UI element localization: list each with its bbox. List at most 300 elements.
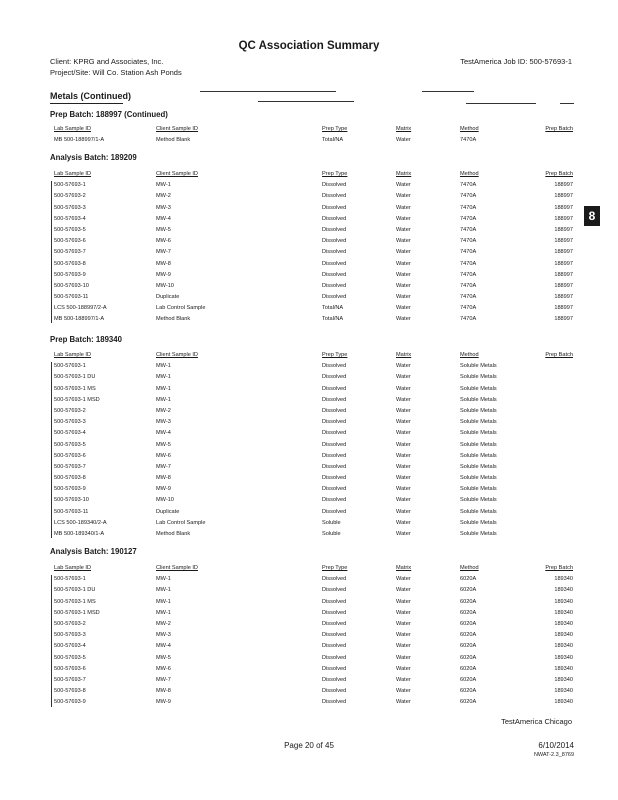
cell-prep-type: Dissolved bbox=[322, 463, 347, 470]
column-header-prep-batch: Prep Batch bbox=[545, 565, 573, 571]
cell-lab-sample-id: 500-57693-8 bbox=[54, 260, 86, 267]
table-row bbox=[52, 428, 573, 439]
cell-matrix: Water bbox=[396, 598, 411, 605]
cell-matrix: Water bbox=[396, 632, 411, 639]
table-row bbox=[52, 303, 573, 314]
column-header-prep-type: Prep Type bbox=[322, 171, 348, 177]
cell-prep-batch: 188997 bbox=[554, 271, 573, 278]
cell-client-sample-id: MW-6 bbox=[156, 665, 171, 672]
cell-client-sample-id: MW-1 bbox=[156, 374, 171, 381]
cell-lab-sample-id: 500-57693-7 bbox=[54, 463, 86, 470]
cell-prep-batch: 189340 bbox=[554, 632, 573, 639]
cell-matrix: Water bbox=[396, 215, 411, 222]
header-divider bbox=[258, 101, 354, 102]
cell-client-sample-id: MW-3 bbox=[156, 632, 171, 639]
cell-client-sample-id: Method Blank bbox=[156, 531, 191, 537]
cell-prep-batch: 188997 bbox=[554, 249, 573, 256]
cell-method: Soluble Metals bbox=[460, 374, 497, 381]
table-row bbox=[52, 641, 573, 652]
cell-method: Soluble Metals bbox=[460, 486, 497, 493]
column-header-lab-sample-id: Lab Sample ID bbox=[54, 565, 92, 571]
cell-lab-sample-id: 500-57693-3 bbox=[54, 204, 86, 211]
table-row bbox=[52, 619, 573, 630]
cell-method: 6020A bbox=[460, 587, 477, 594]
cell-method: 7470A bbox=[460, 316, 477, 323]
cell-lab-sample-id: 500-57693-6 bbox=[54, 452, 86, 459]
header-divider bbox=[422, 91, 474, 92]
cell-matrix: Water bbox=[396, 643, 411, 650]
cell-prep-batch: 188997 bbox=[554, 238, 573, 245]
cell-method: Soluble Metals bbox=[460, 463, 497, 470]
cell-prep-type: Dissolved bbox=[322, 282, 347, 289]
cell-client-sample-id: MW-2 bbox=[156, 193, 171, 200]
cell-method: Soluble Metals bbox=[460, 497, 497, 504]
cell-method: Soluble Metals bbox=[460, 531, 497, 537]
cell-prep-type: Dissolved bbox=[322, 238, 347, 245]
cell-method: Soluble Metals bbox=[460, 363, 497, 370]
cell-lab-sample-id: MB 500-188997/1-A bbox=[54, 316, 105, 323]
cell-prep-type: Total/NA bbox=[322, 305, 344, 312]
table-row bbox=[52, 236, 573, 247]
table-row bbox=[52, 495, 573, 506]
row-bracket bbox=[51, 362, 52, 538]
cell-client-sample-id: MW-1 bbox=[156, 363, 171, 370]
client-name: Client: KPRG and Associates, Inc. bbox=[50, 57, 164, 66]
section-tab: 8 bbox=[584, 206, 600, 226]
cell-matrix: Water bbox=[396, 363, 411, 370]
cell-prep-type: Dissolved bbox=[322, 226, 347, 233]
cell-client-sample-id: MW-6 bbox=[156, 452, 171, 459]
table-row bbox=[52, 518, 573, 529]
cell-prep-type: Dissolved bbox=[322, 363, 347, 370]
cell-method: 6020A bbox=[460, 643, 477, 650]
cell-prep-batch: 188997 bbox=[554, 294, 573, 301]
cell-matrix: Water bbox=[396, 238, 411, 245]
column-header-client-sample-id: Client Sample ID bbox=[156, 171, 198, 177]
cell-matrix: Water bbox=[396, 282, 411, 289]
cell-lab-sample-id: 500-57693-3 bbox=[54, 419, 86, 426]
cell-prep-type: Dissolved bbox=[322, 688, 347, 695]
cell-client-sample-id: Method Blank bbox=[156, 316, 191, 323]
cell-matrix: Water bbox=[396, 226, 411, 233]
cell-lab-sample-id: 500-57693-4 bbox=[54, 215, 86, 222]
cell-prep-type: Dissolved bbox=[322, 452, 347, 459]
table-row bbox=[52, 440, 573, 451]
cell-lab-sample-id: 500-57693-7 bbox=[54, 249, 86, 256]
cell-lab-sample-id: 500-57693-1 MSD bbox=[54, 609, 100, 616]
cell-lab-sample-id: 500-57693-5 bbox=[54, 441, 86, 448]
cell-matrix: Water bbox=[396, 475, 411, 482]
cell-prep-batch: 189340 bbox=[554, 620, 573, 627]
cell-method: 6020A bbox=[460, 609, 477, 616]
cell-prep-batch: 188997 bbox=[554, 305, 573, 312]
table-row bbox=[52, 675, 573, 686]
table-row bbox=[52, 417, 573, 428]
cell-method: 7470A bbox=[460, 271, 477, 278]
cell-prep-batch: 188997 bbox=[554, 260, 573, 267]
cell-client-sample-id: MW-1 bbox=[156, 396, 171, 403]
cell-client-sample-id: MW-2 bbox=[156, 620, 171, 627]
cell-lab-sample-id: 500-57693-2 bbox=[54, 407, 86, 414]
table-row bbox=[52, 585, 573, 596]
cell-prep-type: Dissolved bbox=[322, 654, 347, 661]
table-row bbox=[52, 608, 573, 619]
cell-prep-type: Dissolved bbox=[322, 419, 347, 426]
cell-method: 7470A bbox=[460, 305, 477, 312]
cell-matrix: Water bbox=[396, 316, 411, 323]
cell-prep-type: Dissolved bbox=[322, 609, 347, 616]
cell-client-sample-id: MW-7 bbox=[156, 463, 171, 470]
cell-prep-type: Dissolved bbox=[322, 193, 347, 200]
cell-method: 7470A bbox=[460, 204, 477, 211]
cell-lab-sample-id: 500-57693-4 bbox=[54, 430, 86, 437]
cell-prep-type: Dissolved bbox=[322, 665, 347, 672]
cell-client-sample-id: Duplicate bbox=[156, 294, 180, 301]
cell-lab-sample-id: 500-57693-3 bbox=[54, 632, 86, 639]
column-header-prep-type: Prep Type bbox=[322, 565, 348, 571]
table-row bbox=[52, 697, 573, 708]
table-row bbox=[52, 180, 573, 191]
cell-matrix: Water bbox=[396, 576, 411, 583]
block-title: Analysis Batch: 190127 bbox=[50, 547, 137, 556]
cell-method: 7470A bbox=[460, 282, 477, 289]
cell-lab-sample-id: 500-57693-5 bbox=[54, 226, 86, 233]
cell-method: 7470A bbox=[460, 182, 477, 189]
cell-method: 6020A bbox=[460, 688, 477, 695]
cell-method: Soluble Metals bbox=[460, 508, 497, 515]
column-header-matrix: Matrix bbox=[396, 352, 412, 358]
cell-prep-batch: 189340 bbox=[554, 699, 573, 706]
cell-matrix: Water bbox=[396, 676, 411, 683]
table-row bbox=[52, 406, 573, 417]
cell-prep-type: Soluble bbox=[322, 531, 341, 537]
cell-prep-type: Dissolved bbox=[322, 374, 347, 381]
column-header-lab-sample-id: Lab Sample ID bbox=[54, 352, 92, 358]
cell-prep-type: Dissolved bbox=[322, 385, 347, 392]
cell-lab-sample-id: 500-57693-1 MS bbox=[54, 385, 96, 392]
cell-client-sample-id: MW-4 bbox=[156, 215, 171, 222]
cell-method: Soluble Metals bbox=[460, 519, 497, 526]
column-header-client-sample-id: Client Sample ID bbox=[156, 352, 198, 358]
cell-prep-batch: 188997 bbox=[554, 282, 573, 289]
cell-matrix: Water bbox=[396, 508, 411, 515]
cell-matrix: Water bbox=[396, 271, 411, 278]
column-header-prep-type: Prep Type bbox=[322, 126, 348, 132]
column-header-method: Method bbox=[460, 126, 479, 132]
column-header-client-sample-id: Client Sample ID bbox=[156, 126, 198, 132]
cell-prep-type: Total/NA bbox=[322, 137, 344, 144]
cell-method: 7470A bbox=[460, 193, 477, 200]
cell-method: Soluble Metals bbox=[460, 396, 497, 403]
cell-prep-type: Dissolved bbox=[322, 699, 347, 706]
table-header bbox=[52, 563, 573, 574]
cell-prep-type: Dissolved bbox=[322, 598, 347, 605]
cell-prep-type: Dissolved bbox=[322, 441, 347, 448]
cell-prep-type: Dissolved bbox=[322, 249, 347, 256]
footer-lab-name: TestAmerica Chicago bbox=[501, 717, 572, 726]
cell-prep-type: Dissolved bbox=[322, 182, 347, 189]
cell-client-sample-id: Method Blank bbox=[156, 137, 191, 144]
cell-method: Soluble Metals bbox=[460, 385, 497, 392]
cell-matrix: Water bbox=[396, 609, 411, 616]
cell-matrix: Water bbox=[396, 137, 411, 144]
table-row bbox=[52, 653, 573, 664]
column-header-method: Method bbox=[460, 171, 479, 177]
cell-lab-sample-id: LCS 500-188997/2-A bbox=[54, 305, 107, 312]
cell-lab-sample-id: 500-57693-1 bbox=[54, 182, 86, 189]
cell-method: 6020A bbox=[460, 665, 477, 672]
cell-client-sample-id: MW-10 bbox=[156, 497, 174, 504]
cell-matrix: Water bbox=[396, 519, 411, 526]
cell-prep-batch: 189340 bbox=[554, 688, 573, 695]
column-header-method: Method bbox=[460, 352, 479, 358]
header-divider bbox=[200, 91, 336, 92]
cell-prep-type: Dissolved bbox=[322, 643, 347, 650]
block-title: Analysis Batch: 189209 bbox=[50, 153, 137, 162]
cell-lab-sample-id: 500-57693-1 DU bbox=[54, 587, 96, 594]
qc-table bbox=[52, 124, 573, 146]
cell-method: 7470A bbox=[460, 226, 477, 233]
section-underline bbox=[50, 103, 123, 104]
cell-method: 7470A bbox=[460, 294, 477, 301]
cell-client-sample-id: MW-1 bbox=[156, 576, 171, 583]
column-header-prep-type: Prep Type bbox=[322, 352, 348, 358]
cell-client-sample-id: MW-9 bbox=[156, 699, 171, 706]
cell-matrix: Water bbox=[396, 497, 411, 504]
cell-lab-sample-id: 500-57693-9 bbox=[54, 699, 86, 706]
cell-prep-type: Dissolved bbox=[322, 407, 347, 414]
cell-method: Soluble Metals bbox=[460, 441, 497, 448]
table-row bbox=[52, 372, 573, 383]
table-row bbox=[52, 664, 573, 675]
cell-matrix: Water bbox=[396, 193, 411, 200]
cell-method: 7470A bbox=[460, 215, 477, 222]
cell-lab-sample-id: 500-57693-5 bbox=[54, 654, 86, 661]
header-divider bbox=[466, 103, 536, 104]
cell-client-sample-id: MW-1 bbox=[156, 598, 171, 605]
cell-lab-sample-id: MB 500-188997/1-A bbox=[54, 137, 105, 144]
header-divider bbox=[560, 103, 574, 104]
cell-lab-sample-id: 500-57693-1 bbox=[54, 363, 86, 370]
cell-matrix: Water bbox=[396, 699, 411, 706]
table-row bbox=[52, 484, 573, 495]
cell-prep-type: Dissolved bbox=[322, 215, 347, 222]
cell-method: 6020A bbox=[460, 620, 477, 627]
cell-matrix: Water bbox=[396, 654, 411, 661]
cell-matrix: Water bbox=[396, 305, 411, 312]
cell-prep-type: Dissolved bbox=[322, 260, 347, 267]
cell-matrix: Water bbox=[396, 260, 411, 267]
cell-client-sample-id: MW-8 bbox=[156, 475, 171, 482]
cell-matrix: Water bbox=[396, 665, 411, 672]
cell-lab-sample-id: 500-57693-7 bbox=[54, 676, 86, 683]
table-row bbox=[52, 203, 573, 214]
cell-matrix: Water bbox=[396, 396, 411, 403]
cell-method: 7470A bbox=[460, 260, 477, 267]
cell-matrix: Water bbox=[396, 249, 411, 256]
table-row bbox=[52, 225, 573, 236]
cell-client-sample-id: MW-2 bbox=[156, 407, 171, 414]
table-row bbox=[52, 686, 573, 697]
cell-lab-sample-id: 500-57693-4 bbox=[54, 643, 86, 650]
cell-matrix: Water bbox=[396, 419, 411, 426]
cell-client-sample-id: MW-3 bbox=[156, 204, 171, 211]
cell-method: 7470A bbox=[460, 238, 477, 245]
cell-method: Soluble Metals bbox=[460, 475, 497, 482]
table-row bbox=[52, 395, 573, 406]
cell-lab-sample-id: 500-57693-8 bbox=[54, 475, 86, 482]
cell-client-sample-id: MW-8 bbox=[156, 260, 171, 267]
cell-method: Soluble Metals bbox=[460, 419, 497, 426]
cell-lab-sample-id: 500-57693-1 DU bbox=[54, 374, 96, 381]
cell-prep-type: Dissolved bbox=[322, 576, 347, 583]
qc-table bbox=[52, 169, 573, 326]
cell-prep-type: Dissolved bbox=[322, 632, 347, 639]
column-header-matrix: Matrix bbox=[396, 171, 412, 177]
cell-client-sample-id: Lab Control Sample bbox=[156, 305, 206, 312]
cell-lab-sample-id: 500-57693-1 MS bbox=[54, 598, 96, 605]
cell-matrix: Water bbox=[396, 620, 411, 627]
cell-prep-type: Soluble bbox=[322, 519, 341, 526]
cell-lab-sample-id: 500-57693-1 MSD bbox=[54, 396, 100, 403]
column-header-prep-batch: Prep Batch bbox=[545, 352, 573, 358]
cell-prep-batch: 188997 bbox=[554, 215, 573, 222]
cell-prep-batch: 189340 bbox=[554, 654, 573, 661]
column-header-matrix: Matrix bbox=[396, 565, 412, 571]
cell-method: 6020A bbox=[460, 598, 477, 605]
qc-table bbox=[52, 563, 573, 708]
cell-prep-type: Dissolved bbox=[322, 271, 347, 278]
table-row bbox=[52, 574, 573, 585]
cell-matrix: Water bbox=[396, 441, 411, 448]
cell-client-sample-id: MW-9 bbox=[156, 486, 171, 493]
table-row bbox=[52, 292, 573, 303]
cell-method: Soluble Metals bbox=[460, 430, 497, 437]
cell-prep-batch: 189340 bbox=[554, 598, 573, 605]
cell-client-sample-id: MW-3 bbox=[156, 419, 171, 426]
row-bracket bbox=[51, 181, 52, 323]
cell-method: 6020A bbox=[460, 654, 477, 661]
table-row bbox=[52, 597, 573, 608]
cell-matrix: Water bbox=[396, 587, 411, 594]
cell-matrix: Water bbox=[396, 463, 411, 470]
cell-matrix: Water bbox=[396, 430, 411, 437]
cell-prep-batch: 188997 bbox=[554, 204, 573, 211]
cell-lab-sample-id: 500-57693-1 bbox=[54, 576, 86, 583]
cell-lab-sample-id: 500-57693-10 bbox=[54, 282, 89, 289]
table-row bbox=[52, 314, 573, 325]
column-header-lab-sample-id: Lab Sample ID bbox=[54, 126, 92, 132]
document-code: NWAT-2.3_8769 bbox=[533, 752, 574, 758]
cell-matrix: Water bbox=[396, 407, 411, 414]
table-row bbox=[52, 214, 573, 225]
cell-prep-type: Total/NA bbox=[322, 316, 344, 323]
block-title: Prep Batch: 188997 (Continued) bbox=[50, 110, 168, 119]
cell-prep-batch: 188997 bbox=[554, 316, 573, 323]
cell-lab-sample-id: 500-57693-11 bbox=[54, 294, 89, 301]
cell-client-sample-id: Lab Control Sample bbox=[156, 519, 206, 526]
project-site: Project/Site: Will Co. Station Ash Ponds bbox=[50, 68, 182, 77]
cell-matrix: Water bbox=[396, 182, 411, 189]
cell-client-sample-id: MW-1 bbox=[156, 587, 171, 594]
cell-client-sample-id: MW-7 bbox=[156, 676, 171, 683]
cell-lab-sample-id: LCS 500-189340/2-A bbox=[54, 519, 107, 526]
cell-prep-type: Dissolved bbox=[322, 486, 347, 493]
cell-prep-type: Dissolved bbox=[322, 587, 347, 594]
cell-lab-sample-id: 500-57693-6 bbox=[54, 238, 86, 245]
column-header-matrix: Matrix bbox=[396, 126, 412, 132]
table-row bbox=[52, 191, 573, 202]
cell-lab-sample-id: 500-57693-2 bbox=[54, 620, 86, 627]
table-row bbox=[52, 630, 573, 641]
cell-lab-sample-id: 500-57693-2 bbox=[54, 193, 86, 200]
cell-client-sample-id: MW-5 bbox=[156, 226, 171, 233]
cell-matrix: Water bbox=[396, 294, 411, 301]
cell-matrix: Water bbox=[396, 204, 411, 211]
cell-method: 6020A bbox=[460, 676, 477, 683]
cell-client-sample-id: MW-1 bbox=[156, 182, 171, 189]
cell-client-sample-id: MW-1 bbox=[156, 609, 171, 616]
section-title: Metals (Continued) bbox=[50, 91, 131, 101]
cell-lab-sample-id: MB 500-189340/1-A bbox=[54, 531, 105, 537]
cell-client-sample-id: MW-5 bbox=[156, 654, 171, 661]
cell-prep-batch: 189340 bbox=[554, 576, 573, 583]
table-row bbox=[52, 473, 573, 484]
cell-prep-batch: 189340 bbox=[554, 587, 573, 594]
page-title: QC Association Summary bbox=[238, 40, 380, 52]
cell-method: 7470A bbox=[460, 137, 477, 144]
cell-prep-batch: 188997 bbox=[554, 193, 573, 200]
column-header-prep-batch: Prep Batch bbox=[545, 126, 573, 132]
cell-matrix: Water bbox=[396, 688, 411, 695]
cell-lab-sample-id: 500-57693-8 bbox=[54, 688, 86, 695]
cell-method: 6020A bbox=[460, 632, 477, 639]
job-id: TestAmerica Job ID: 500-57693-1 bbox=[460, 57, 572, 66]
cell-prep-type: Dissolved bbox=[322, 475, 347, 482]
cell-client-sample-id: MW-10 bbox=[156, 282, 174, 289]
cell-prep-batch: 189340 bbox=[554, 643, 573, 650]
column-header-client-sample-id: Client Sample ID bbox=[156, 565, 198, 571]
column-header-prep-batch: Prep Batch bbox=[545, 171, 573, 177]
cell-method: Soluble Metals bbox=[460, 407, 497, 414]
table-row bbox=[52, 270, 573, 281]
cell-client-sample-id: MW-6 bbox=[156, 238, 171, 245]
cell-matrix: Water bbox=[396, 486, 411, 493]
cell-matrix: Water bbox=[396, 452, 411, 459]
qc-table bbox=[52, 350, 573, 540]
cell-prep-batch: 189340 bbox=[554, 665, 573, 672]
cell-prep-batch: 189340 bbox=[554, 676, 573, 683]
cell-method: Soluble Metals bbox=[460, 452, 497, 459]
cell-prep-type: Dissolved bbox=[322, 430, 347, 437]
cell-client-sample-id: MW-5 bbox=[156, 441, 171, 448]
table-row bbox=[52, 462, 573, 473]
cell-matrix: Water bbox=[396, 531, 411, 537]
table-row bbox=[52, 507, 573, 518]
cell-matrix: Water bbox=[396, 374, 411, 381]
cell-prep-type: Dissolved bbox=[322, 204, 347, 211]
cell-client-sample-id: MW-4 bbox=[156, 430, 171, 437]
column-header-method: Method bbox=[460, 565, 479, 571]
table-row bbox=[52, 529, 573, 540]
cell-client-sample-id: Duplicate bbox=[156, 508, 180, 515]
cell-method: 6020A bbox=[460, 699, 477, 706]
cell-lab-sample-id: 500-57693-9 bbox=[54, 486, 86, 493]
cell-matrix: Water bbox=[396, 385, 411, 392]
cell-client-sample-id: MW-9 bbox=[156, 271, 171, 278]
cell-lab-sample-id: 500-57693-11 bbox=[54, 508, 89, 515]
cell-prep-type: Dissolved bbox=[322, 396, 347, 403]
